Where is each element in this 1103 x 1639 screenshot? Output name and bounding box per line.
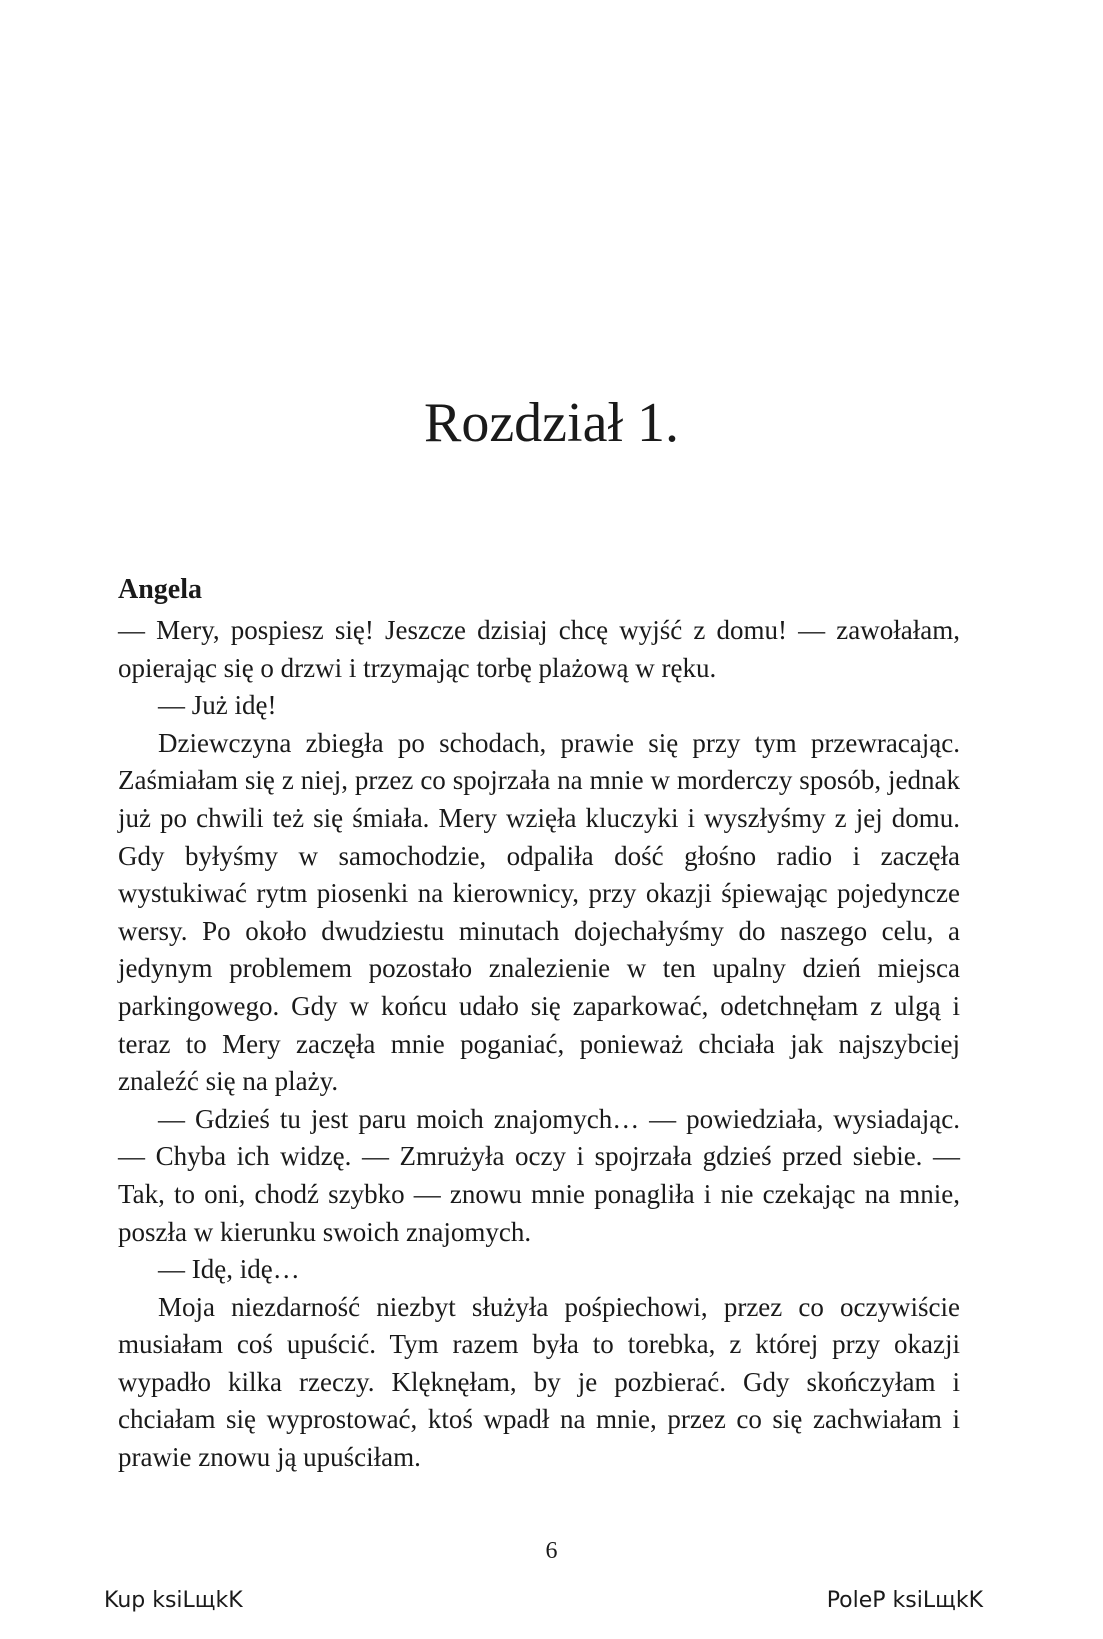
section-heading: Angela — [118, 574, 202, 605]
chapter-title: Rozdział 1. — [423, 392, 680, 454]
page-number: 6 — [545, 1538, 558, 1564]
chapter-body — [118, 570, 960, 1477]
recommend-book-link[interactable]: PoleP ksiLщkK — [826, 1588, 983, 1613]
paragraph: — Już idę! — [158, 690, 277, 721]
paragraph: — Mery, pospiesz się! Jeszcze dzisiaj chcę wyjść z domu! — zawołałam, opierając się o drzwi i trzymając torbę plażową w ręku. — [118, 615, 960, 683]
paragraph: — Gdzieś tu jest paru moich znajomych… — powiedziała, wysiadając. — Chyba ich widzę. — Zmrużyła oczy i spojrzała gdzieś przed siebie. — Tak, to oni, chodź szybko — znowu mnie ponagliła i nie czekając na mnie, poszła w kierunku swoich znajomych. — [118, 1103, 960, 1247]
paragraph: Dziewczyna zbiegła po schodach, prawie się przy tym przewracając. Zaśmiałam się z niej, przez co spojrzała na mnie w morderczy sposób, jednak już po chwili też się śmiała. Mery wzięła kluczyki i wyszłyśmy z jej domu. Gdy byłyśmy w samochodzie, odpaliła dość głośno radio i zaczęła wystukiwać rytm piosenki na kierownicy, przy okazji śpiewając pojedyncze wersy. Po około dwudziestu minutach dojechałyśmy do naszego celu, a jedynym problemem pozostało znalezienie w ten upalny dzień miejsca parkingowego. Gdy w końcu udało się zaparkować, odetchnęłam z ulgą i teraz to Mery zaczęła mnie poganiać, ponieważ chciała jak najszybciej znaleźć się na plaży. — [118, 727, 960, 1097]
buy-book-link[interactable]: Kup ksiLщkK — [104, 1588, 243, 1613]
paragraph: — Idę, idę… — [158, 1254, 300, 1285]
paragraph: Moja niezdarność niezbyt służyła pośpiechowi, przez co oczywiście musiałam coś upuścić. Tym razem była to torebka, z której przy okazji wypadło kilka rzeczy. Klęknęłam, by je pozbierać. Gdy skończyłam i chciałam się wyprostować, ktoś wpadł na mnie, przez co się zachwiałam i prawie znowu ją upuściłam. — [118, 1291, 960, 1473]
